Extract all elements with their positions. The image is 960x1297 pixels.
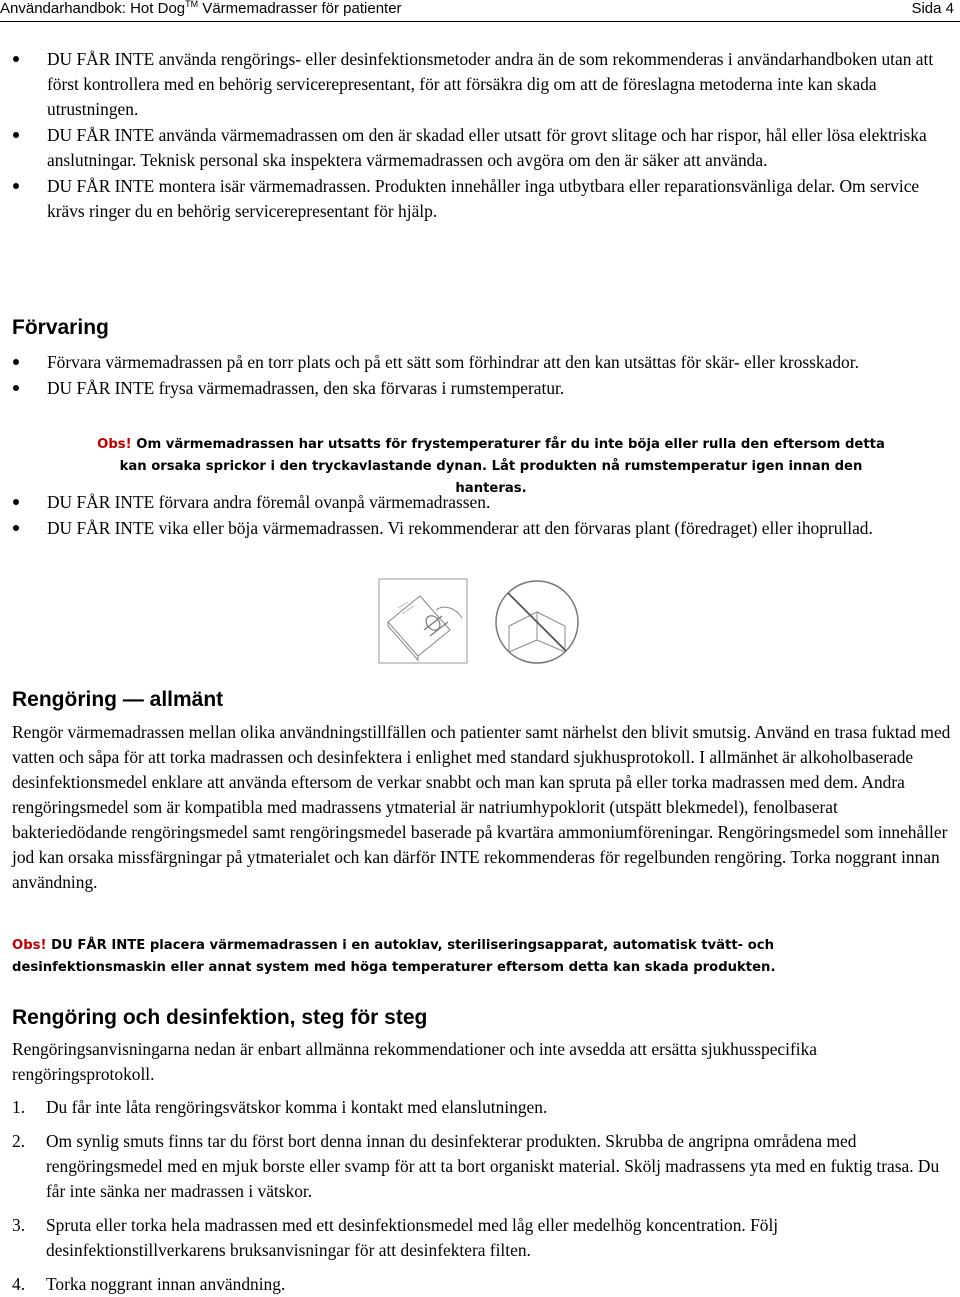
cleaning-note: Obs! DU FÅR INTE placera värmemadrassen i en autoklav, steriliseringsapparat, automatisk tvätt- och desinfektionsmaskin eller annat system med höga temperaturer eftersom detta kan skada produkten. bbox=[12, 938, 776, 975]
step-item: 4. Torka noggrant innan användning. bbox=[12, 1272, 957, 1297]
document-title: Användarhandbok: Hot Dog™ Värmemadrasser för patienter bbox=[0, 0, 402, 17]
step-number: 3. bbox=[12, 1215, 26, 1235]
header-divider bbox=[0, 21, 960, 22]
bullet-icon bbox=[13, 499, 19, 505]
trademark-superscript: TM bbox=[185, 0, 199, 9]
step-number: 4. bbox=[12, 1274, 26, 1294]
step-number: 2. bbox=[12, 1131, 26, 1151]
warning-item: DU FÅR INTE montera isär värmemadrassen. Produkten innehåller inga utbytbara eller reparationsvänliga delar. Om service krävs ringer du en behörig servicerepresentant för hjälp. bbox=[10, 174, 960, 224]
cleaning-steps-intro: Rengöringsanvisningarna nedan är enbart allmänna rekommendationer och inte avsedda att ersätta sjukhusspecifika rengöringsprotokoll. bbox=[12, 1039, 818, 1084]
storage-item: DU FÅR INTE frysa värmemadrassen, den ska förvaras i rumstemperatur. bbox=[10, 376, 960, 401]
storage-item: Förvara värmemadrassen på en torr plats och på ett sätt som förhindrar att den kan utsättas för skär- eller krosskador. bbox=[10, 350, 960, 375]
storage-item: DU FÅR INTE förvara andra föremål ovanpå värmemadrassen. bbox=[10, 490, 960, 515]
do-not-fold-icon bbox=[493, 578, 581, 666]
bullet-icon bbox=[13, 359, 19, 365]
obs-label: Obs! bbox=[12, 938, 47, 953]
step-number: 1. bbox=[12, 1097, 26, 1117]
storage-list bbox=[10, 350, 960, 401]
bullet-icon bbox=[13, 385, 19, 391]
warning-item: DU FÅR INTE använda rengörings- eller desinfektionsmetoder andra än de som rekommenderas i användarhandboken utan att först kontrollera med en behörig servicerepresentant, för att försäkra dig om att de föreslagna metoderna inte kan skada utrustningen. bbox=[10, 47, 960, 122]
obs-label: Obs! bbox=[97, 437, 132, 452]
bullet-icon bbox=[13, 183, 19, 189]
storage-item: DU FÅR INTE vika eller böja värmemadrassen. Vi rekommenderar att den förvaras plant (föredraget) eller ihoprullad. bbox=[10, 516, 960, 541]
warning-item: DU FÅR INTE använda värmemadrassen om den är skadad eller utsatt för grovt slitage och har rispor, hål eller lösa elektriska anslutningar. Teknisk personal ska inspektera värmemadrassen och avgöra om den är säker att använda. bbox=[10, 123, 960, 173]
bullet-icon bbox=[13, 132, 19, 138]
step-item: 1. Du får inte låta rengöringsvätskor komma i kontakt med elanslutningen. bbox=[12, 1095, 957, 1120]
step-item: 2. Om synlig smuts finns tar du först bort denna innan du desinfekterar produkten. Skrubba de angripna områdena med rengöringsmedel med en mjuk borste eller svamp för att ta bort organiskt material. Skölj madrassens yta med en fuktig trasa. Du får inte sänka ner madrassen i vätskor. bbox=[12, 1131, 940, 1201]
cleaning-steps-heading: Rengöring och desinfektion, steg för steg bbox=[12, 1006, 428, 1029]
rolled-mattress-icon bbox=[378, 578, 468, 664]
page-number: Sida 4 bbox=[911, 0, 954, 17]
page-header bbox=[0, 0, 960, 20]
storage-note: Obs! Om värmemadrassen har utsatts för frystemperaturer får du inte böja eller rulla den eftersom detta kan orsaka sprickor i den tryckavlastande dynan. Låt produkten nå rumstemperatur igen innan den hanteras. bbox=[97, 437, 885, 496]
cleaning-steps-list bbox=[12, 1095, 957, 1297]
storage-list-continued bbox=[10, 490, 960, 541]
cleaning-general-heading: Rengöring — allmänt bbox=[12, 688, 224, 711]
bullet-icon bbox=[13, 56, 19, 62]
step-item: 3. Spruta eller torka hela madrassen med ett desinfektionsmedel med låg eller medelhög koncentration. Följ desinfektionstillverkarens bruksanvisningar för att desinfektera filten. bbox=[12, 1215, 779, 1260]
cleaning-general-paragraph: Rengör värmemadrassen mellan olika användningstillfällen och patienter samt närhelst den blivit smutsig. Använd en trasa fuktad med vatten och såpa för att torka madrassen och desinfektera i enlighet med standard sjukhusprotokoll. I allmänhet är alkoholbaserade desinfektionsmedel enklare att använda eftersom de verkar snabbt och man kan spruta på eller torka madrassen med dem. Andra rengöringsmedel som är kompatibla med madrassens ytmaterial är natriumhypoklorit (utspätt blekmedel), fenolbaserat bakteriedödande rengöringsmedel samt rengöringsmedel baserade på kvartära ammoniumföreningar. Rengöringsmedel som innehåller jod kan orsaka missfärgningar på ytmaterialet och kan därför INTE rekommenderas för regelbunden rengöring. Torka noggrant innan användning. bbox=[12, 722, 951, 892]
storage-heading: Förvaring bbox=[12, 316, 109, 339]
warning-list bbox=[10, 47, 960, 224]
bullet-icon bbox=[13, 525, 19, 531]
